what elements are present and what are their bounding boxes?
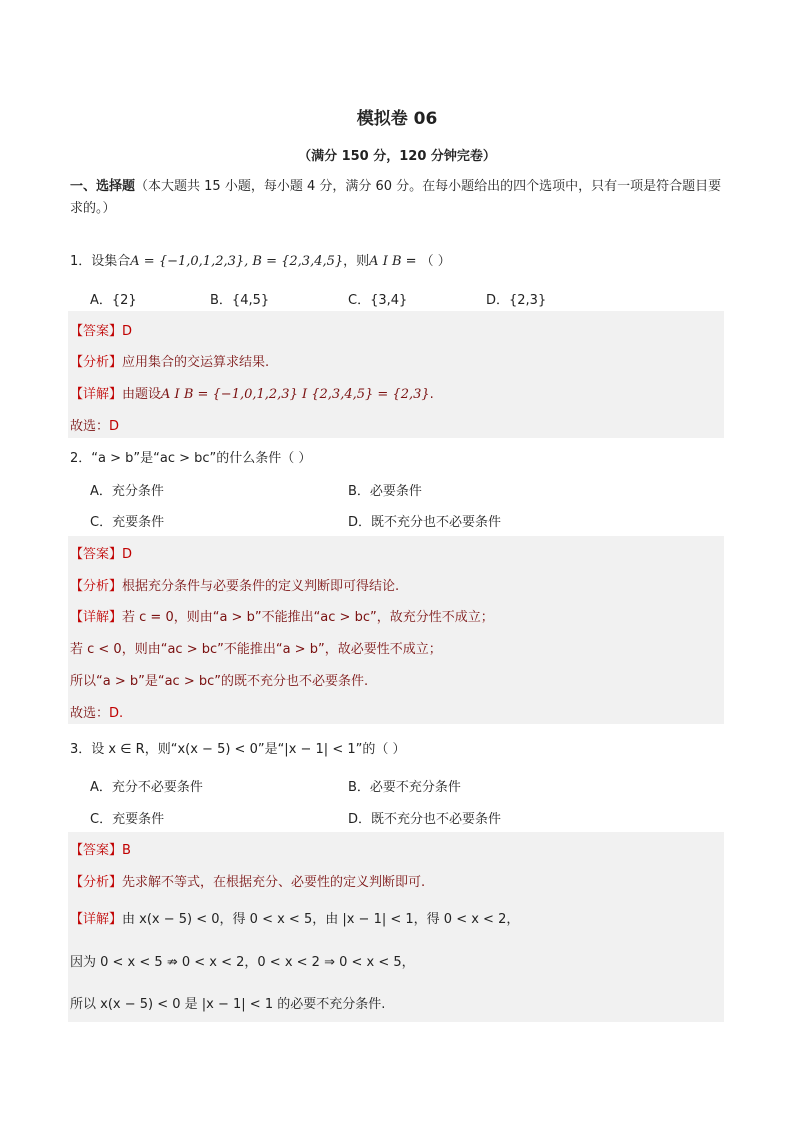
detail-label: 【详解】 <box>70 387 123 402</box>
question-1-option-d: D．{2,3} <box>486 293 547 308</box>
answer-value: B <box>122 843 131 858</box>
question-2-detail-1 <box>70 606 494 625</box>
question-1-option-a: A．{2} <box>90 293 137 308</box>
page-subtitle: （满分 150 分，120 分钟完卷） <box>298 149 496 164</box>
question-3-option-d: D．既不充分也不必要条件 <box>348 812 502 827</box>
question-2-analysis <box>70 575 399 594</box>
question-2-option-d: D．既不充分也不必要条件 <box>348 515 502 530</box>
question-1-analysis <box>70 351 269 370</box>
question-1-end: = （ ） <box>401 254 451 269</box>
detail-label: 【详解】 <box>70 912 123 927</box>
answer-label: 【答案】 <box>70 324 123 339</box>
question-3-analysis <box>70 871 425 890</box>
question-2-solution-box <box>68 536 724 724</box>
section-description: （本大题共 15 小题，每小题 4 分，满分 60 分。在每小题给出的四个选项中，只有一项是符合题目要求的。） <box>70 179 722 216</box>
section-intro <box>70 176 725 220</box>
question-2-option-a: A．充分条件 <box>90 484 164 499</box>
question-2-stem: 2．“a > b”是“ac > bc”的什么条件（ ） <box>70 451 312 466</box>
answer-value: D <box>122 547 133 562</box>
answer-label: 【答案】 <box>70 843 123 858</box>
detail-text: 由题设 <box>122 387 162 402</box>
question-1-solution-box <box>68 311 724 438</box>
question-1-answer <box>70 320 132 339</box>
section-heading: 一、选择题 <box>70 179 136 194</box>
question-2-option-b: B．必要条件 <box>348 484 422 499</box>
detail-text: 若 c = 0，则由“a > b”不能推出“ac > bc”，故充分性不成立； <box>122 610 494 625</box>
choose-label: 故选： <box>70 706 110 721</box>
question-2-option-c: C．充要条件 <box>90 515 165 530</box>
analysis-label: 【分析】 <box>70 355 123 370</box>
detail-label: 【详解】 <box>70 610 123 625</box>
analysis-text: 先求解不等式，在根据充分、必要性的定义判断即可. <box>122 875 426 890</box>
choose-label: 故选： <box>70 419 110 434</box>
question-1-number: 1．设集合 <box>70 254 131 269</box>
question-3-detail-3: 所以 x(x − 5) < 0 是 |x − 1| < 1 的必要不充分条件. <box>70 997 386 1012</box>
analysis-label: 【分析】 <box>70 579 123 594</box>
question-2-detail-2: 若 c < 0，则由“ac > bc”不能推出“a > b”，故必要性不成立； <box>70 642 442 657</box>
answer-label: 【答案】 <box>70 547 123 562</box>
question-1-option-b: B．{4,5} <box>210 293 270 308</box>
question-3-stem: 3．设 x ∈ R，则“x(x − 5) < 0”是“|x − 1| < 1”的（ ） <box>70 742 406 757</box>
question-3-detail-2: 因为 0 < x < 5 ⇏ 0 < x < 2，0 < x < 2 ⇒ 0 < x < 5， <box>70 955 415 970</box>
detail-math: A I B = {−1,0,1,2,3} I {2,3,4,5} = {2,3} <box>161 387 430 402</box>
question-1-detail <box>70 383 434 402</box>
analysis-label: 【分析】 <box>70 875 123 890</box>
question-2-choose <box>70 702 123 721</box>
question-1-math2: A I B <box>369 254 402 269</box>
question-3-option-b: B．必要不充分条件 <box>348 780 461 795</box>
analysis-text: 根据充分条件与必要条件的定义判断即可得结论. <box>122 579 400 594</box>
choose-value: D. <box>109 706 124 721</box>
question-3-detail-1 <box>70 908 519 927</box>
choose-value: D <box>109 419 120 434</box>
question-3-answer <box>70 839 131 858</box>
detail-text: 由 x(x − 5) < 0，得 0 < x < 5，由 |x − 1| < 1，得 0 < x < 2， <box>122 912 520 927</box>
detail-end: . <box>429 387 434 402</box>
question-1-stem <box>70 250 451 269</box>
question-1-tail: ，则 <box>343 254 370 269</box>
question-1-choose <box>70 415 119 434</box>
answer-value: D <box>122 324 133 339</box>
question-2-answer <box>70 543 132 562</box>
analysis-text: 应用集合的交运算求结果. <box>122 355 270 370</box>
page-title: 模拟卷 06 <box>356 109 438 129</box>
question-1-option-c: C．{3,4} <box>348 293 408 308</box>
question-3-option-c: C．充要条件 <box>90 812 165 827</box>
question-1-math: A = {−1,0,1,2,3}, B = {2,3,4,5} <box>130 254 344 269</box>
question-3-option-a: A．充分不必要条件 <box>90 780 203 795</box>
question-2-detail-3: 所以“a > b”是“ac > bc”的既不充分也不必要条件. <box>70 674 369 689</box>
